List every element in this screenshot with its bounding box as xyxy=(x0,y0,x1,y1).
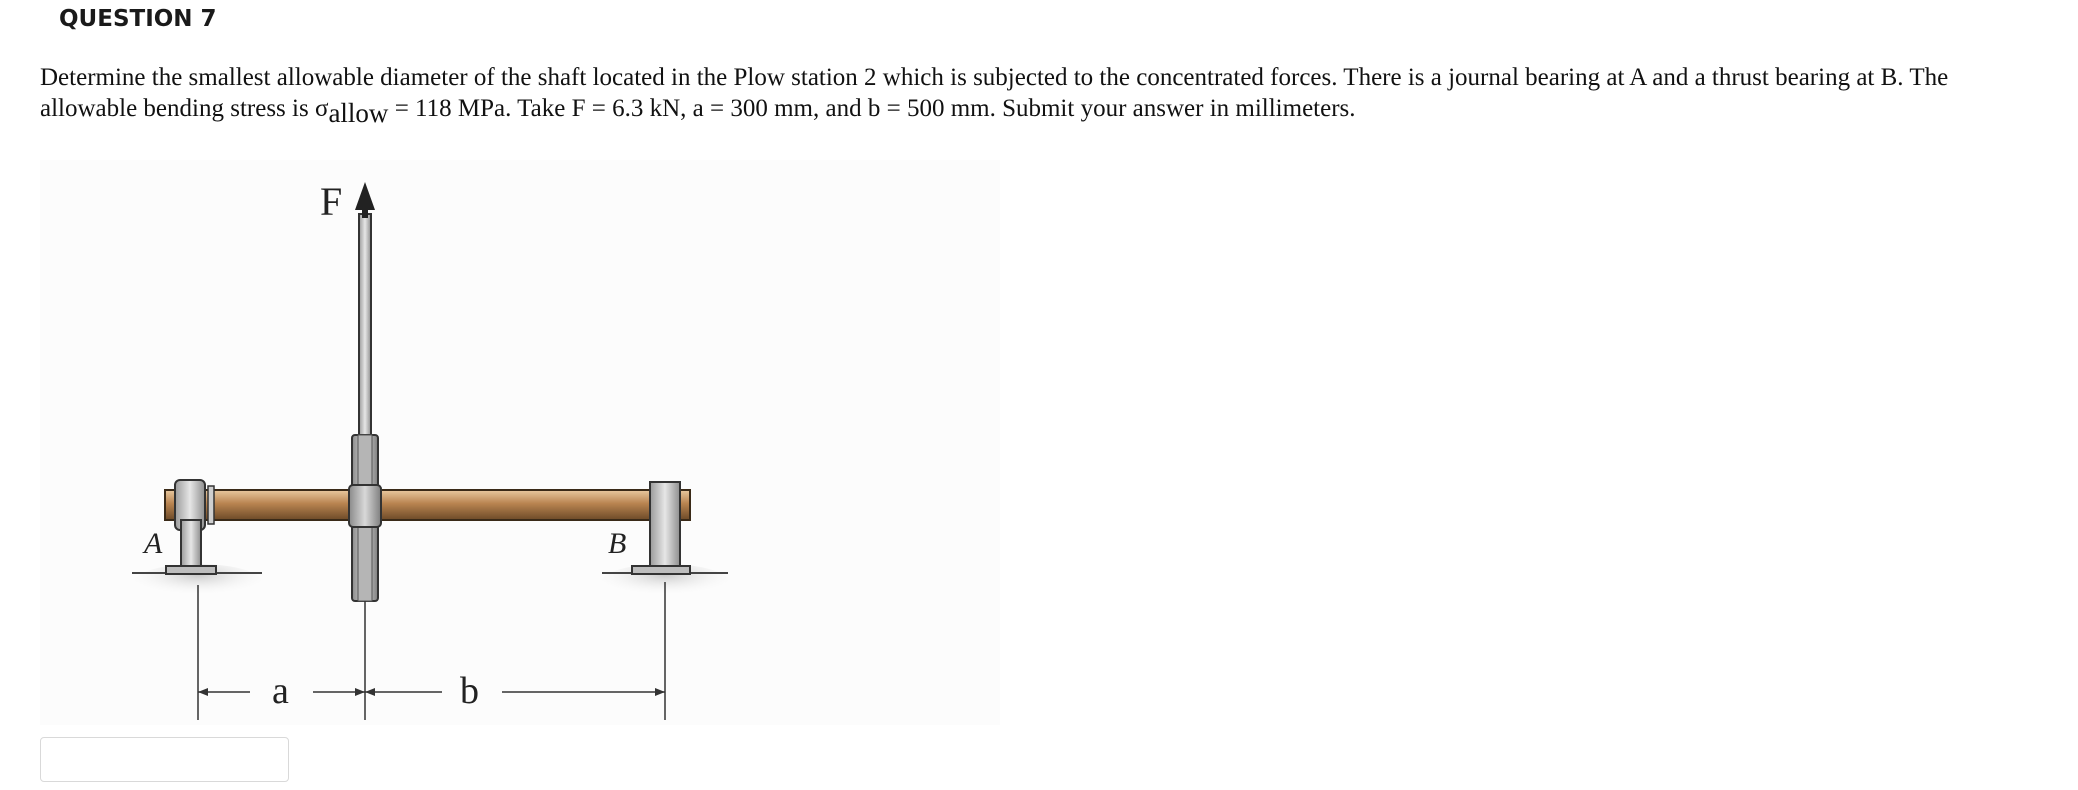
dimension-b-label: b xyxy=(460,670,479,712)
question-text xyxy=(40,62,2040,128)
pulley-disc xyxy=(349,435,381,601)
shaft-diagram xyxy=(40,160,1000,725)
question-header: QUESTION 7 xyxy=(59,6,217,32)
question-text-part1: Determine the smallest allowable diameter of the shaft located in the Plow station 2 which is subjected to the concentrated forces. There is a journal bearing at A and a thrust bearing at B. The allowable bending stress is σ xyxy=(40,64,1949,122)
shaft-figure xyxy=(40,160,1000,725)
question-text-subscript: allow xyxy=(328,98,389,128)
force-member xyxy=(355,182,375,439)
support-b-label: B xyxy=(608,527,627,560)
support-a-label: A xyxy=(144,527,163,560)
answer-input[interactable] xyxy=(40,737,289,782)
shaft xyxy=(165,490,690,520)
force-label: F xyxy=(320,179,343,224)
dimension-a-label: a xyxy=(272,670,289,712)
question-text-part2: = 118 MPa. Take F = 6.3 kN, a = 300 mm, and b = 500 mm. Submit your answer in millimeters. xyxy=(388,95,1356,122)
